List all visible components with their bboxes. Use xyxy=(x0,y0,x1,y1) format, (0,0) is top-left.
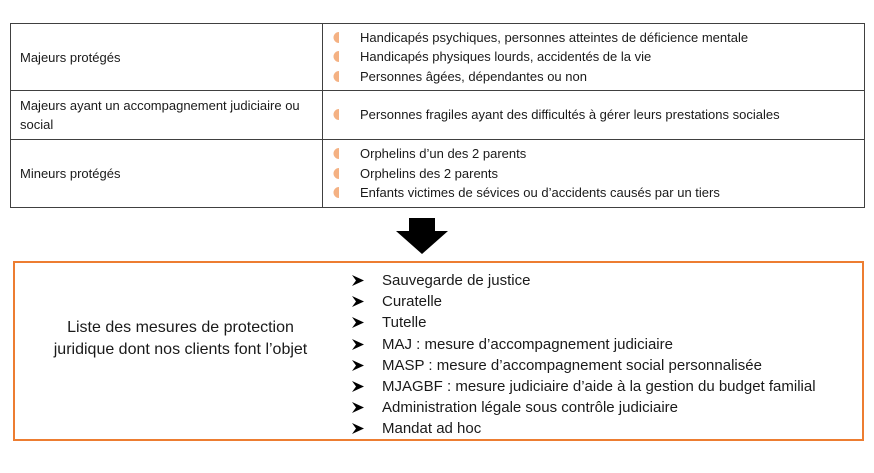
measures-box-title: Liste des mesures de protection juridique dont nos clients font l’objet xyxy=(53,319,308,358)
list-item-text: Handicapés psychiques, personnes atteintes de déficience mentale xyxy=(360,29,749,45)
list-item xyxy=(331,67,864,87)
list-item xyxy=(331,105,864,125)
half-circle-bullet-icon xyxy=(332,51,342,62)
list-item xyxy=(352,291,816,312)
items-list xyxy=(331,28,864,87)
items-cell xyxy=(323,91,865,140)
chevron-right-icon xyxy=(352,360,364,371)
half-circle-bullet-icon xyxy=(332,71,342,82)
chevron-right-icon xyxy=(352,423,364,434)
list-item xyxy=(352,397,816,418)
list-item-text: Personnes fragiles ayant des difficultés à gérer leurs prestations sociales xyxy=(360,107,780,123)
list-item-text: Personnes âgées, dépendantes ou non xyxy=(360,68,587,84)
down-arrow-icon xyxy=(395,218,449,254)
items-cell xyxy=(323,24,865,91)
items-list xyxy=(331,105,864,125)
measure-text: Curatelle xyxy=(382,293,443,311)
items-list xyxy=(331,144,864,203)
list-item xyxy=(352,270,816,291)
chevron-right-icon xyxy=(352,317,364,328)
category-cell: Majeurs protégés xyxy=(11,24,323,91)
list-item xyxy=(352,312,816,333)
measure-text: Mandat ad hoc xyxy=(382,420,482,438)
category-cell: Mineurs protégés xyxy=(11,140,323,208)
half-circle-bullet-icon xyxy=(332,32,342,43)
list-item xyxy=(331,47,864,67)
chevron-right-icon xyxy=(352,296,364,307)
list-item xyxy=(331,144,864,164)
list-item-text: Enfants victimes de sévices ou d’accidents causés par un tiers xyxy=(360,185,720,201)
chevron-right-icon xyxy=(352,381,364,392)
list-item-text: Handicapés physiques lourds, accidentés de la vie xyxy=(360,49,652,65)
half-circle-bullet-icon xyxy=(332,109,342,120)
half-circle-bullet-icon xyxy=(332,168,342,179)
chevron-right-icon xyxy=(352,339,364,350)
list-item-text: Orphelins d’un des 2 parents xyxy=(360,146,527,162)
measure-text: Tutelle xyxy=(382,314,427,332)
half-circle-bullet-icon xyxy=(332,187,342,198)
list-item xyxy=(331,183,864,203)
list-item xyxy=(331,164,864,184)
category-cell: Majeurs ayant un accompagnement judiciaire ou social xyxy=(11,91,323,140)
beneficiaries-table xyxy=(10,23,865,208)
measure-text: MASP : mesure d’accompagnement social personnalisée xyxy=(382,356,762,374)
chevron-right-icon xyxy=(352,402,364,413)
measure-text: MAJ : mesure d’accompagnement judiciaire xyxy=(382,335,673,353)
measures-list xyxy=(352,270,816,440)
table-row xyxy=(11,140,865,208)
measure-text: Sauvegarde de justice xyxy=(382,272,531,289)
chevron-right-icon xyxy=(352,275,364,286)
list-item xyxy=(352,418,816,439)
measure-text: MJAGBF : mesure judiciaire d’aide à la gestion du budget familial xyxy=(382,378,816,396)
table-row xyxy=(11,24,865,91)
half-circle-bullet-icon xyxy=(332,148,342,159)
list-item-text: Orphelins des 2 parents xyxy=(360,165,499,181)
items-cell xyxy=(323,140,865,208)
protection-measures-box xyxy=(13,261,864,441)
measure-text: Administration légale sous contrôle judiciaire xyxy=(382,399,678,417)
list-item xyxy=(331,28,864,48)
list-item xyxy=(352,334,816,355)
list-item xyxy=(352,355,816,376)
list-item xyxy=(352,376,816,397)
table-row xyxy=(11,91,865,140)
